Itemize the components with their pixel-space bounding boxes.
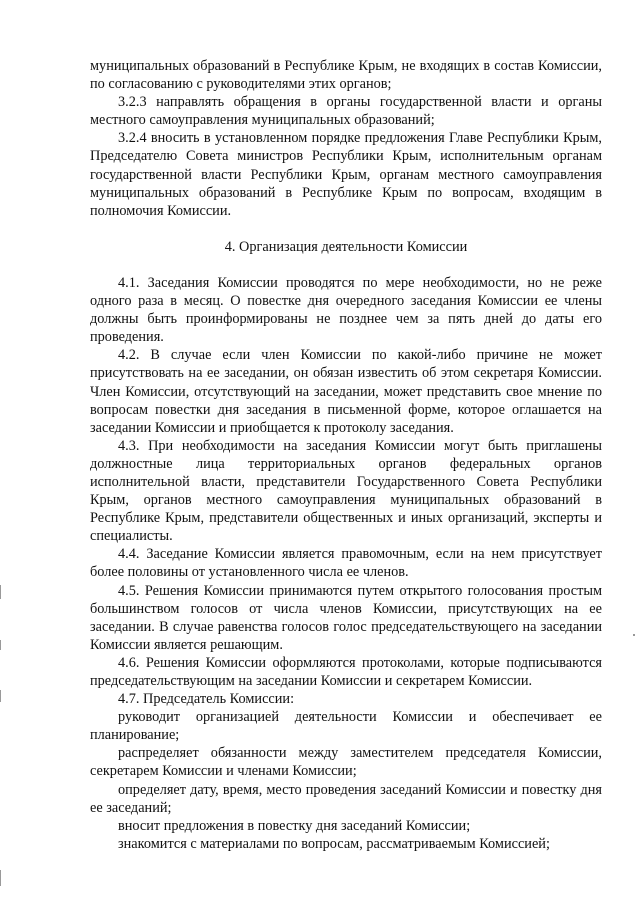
paragraph-4-3: 4.3. При необходимости на заседания Комиссии могут быть приглашены должностные лица территориальных органов федеральных органов исполнительной власти, представители Государственного Совета Республики Крым, органов местного самоуправления муниципальных образований в Республике Крым, представители общественных и иных организаций, эксперты и специалисты. (90, 437, 602, 545)
paragraph-3-2-3: 3.2.3 направлять обращения в органы государственной власти и органы местного самоуправления муниципальных образований; (90, 94, 602, 129)
paragraph-3-2-4: 3.2.4 вносить в установленном порядке предложения Главе Республики Крым, Председателю Совета министров Республики Крым, исполнительным органам государственной власти Республики Крым, органам местного самоуправления муниципальных образований в Республике Крым по вопросам, входящим в полномочия Комиссии. (90, 130, 602, 219)
list-item-duty: руководит организацией деятельности Комиссии и обеспечивает ее планирование; (90, 709, 602, 744)
scan-edge-mark (0, 870, 1, 886)
paragraph-4-4: 4.4. Заседание Комиссии является правомочным, если на нем присутствует более половины от установленного числа ее членов. (90, 546, 602, 581)
list-item-duty: определяет дату, время, место проведения заседаний Комиссии и повестку дня ее заседаний; (90, 781, 602, 816)
list-item-duty: знакомится с материалами по вопросам, рассматриваемым Комиссией; (118, 835, 550, 852)
paragraph-4-7: 4.7. Председатель Комиссии: (118, 691, 295, 708)
scan-edge-mark (0, 585, 1, 599)
list-item-duty: вносит предложения в повестку дня заседаний Комиссии; (118, 817, 471, 834)
scan-edge-mark (0, 690, 1, 702)
paragraph-4-2: 4.2. В случае если член Комиссии по какой-либо причине не может присутствовать на ее заседании, он обязан известить об этом секретаря Комиссии. Член Комиссии, отсутствующий на заседании, может представить свое мнение по вопросам повестки дня заседания в письменной форме, которое оглашается на заседании Комиссии и приобщается к протоколу заседания. (90, 347, 602, 436)
document-page (90, 57, 602, 853)
paragraph-continuation: муниципальных образований в Республике Крым, не входящих в состав Комиссии, по согласованию с руководителями этих органов; (90, 58, 602, 93)
paragraph-4-5: 4.5. Решения Комиссии принимаются путем открытого голосования простым большинством голосов от числа членов Комиссии, присутствующих на ее заседании. В случае равенства голосов голос председательствующего на заседании Комиссии является решающим. (90, 582, 602, 653)
list-item-duty: распределяет обязанности между заместителем председателя Комиссии, секретарем Комиссии и членами Комиссии; (90, 745, 602, 780)
scan-edge-mark (0, 640, 1, 650)
scan-speck (633, 634, 635, 636)
paragraph-4-1: 4.1. Заседания Комиссии проводятся по мере необходимости, но не реже одного раза в месяц. О повестке дня очередного заседания Комиссии ее члены должны быть проинформированы не позднее чем за пять дней до даты его проведения. (90, 274, 602, 346)
section-title: 4. Организация деятельности Комиссии (224, 238, 468, 255)
paragraph-4-6: 4.6. Решения Комиссии оформляются протоколами, которые подписываются председательствующим на заседании Комиссии и секретарем Комиссии. (90, 654, 602, 689)
